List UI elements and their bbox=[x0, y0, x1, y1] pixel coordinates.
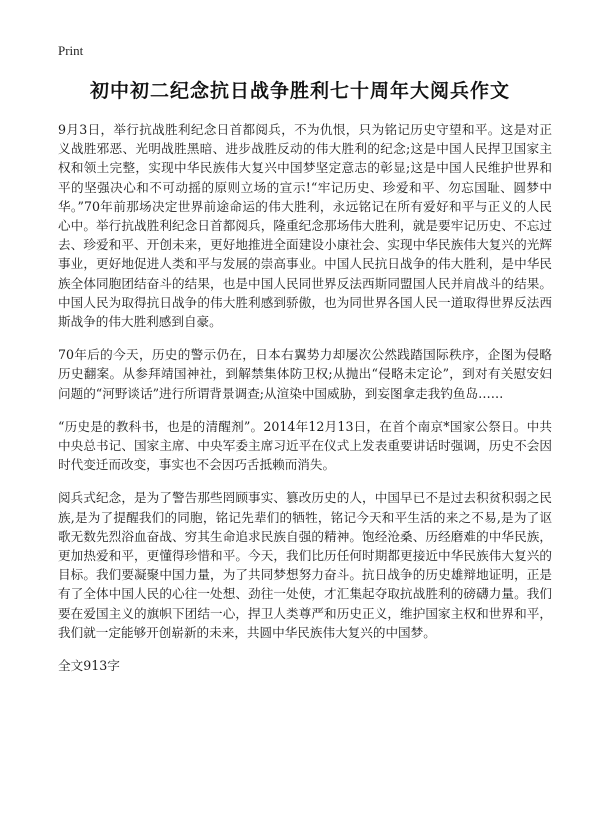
article-body bbox=[58, 120, 552, 675]
paragraph-1: 9月3日，举行抗战胜利纪念日首都阅兵，不为仇恨，只为铭记历史守望和平。这是对正义战胜邪恶、光明战胜黑暗、进步战胜反动的伟大胜利的纪念;这是中国人民捍卫国家主权和领土完整，实现中华民族伟大复兴中国梦坚定意志的彰显;这是中国人民维护世界和平的坚强决心和不可动摇的原则立场的宣示!“牢记历史、珍爱和平、勿忘国耻、圆梦中华。”70年前那场决定世界前途命运的伟大胜利，永远铭记在所有爱好和平与正义的人民心中。举行抗战胜利纪念日首都阅兵，隆重纪念那场伟大胜利，就是要牢记历史、不忘过去、珍爱和平、开创未来，更好地推进全面建设小康社会、实现中华民族伟大复兴的光辉事业，更好地促进人类和平与发展的崇高事业。中国人民抗日战争的伟大胜利，是中华民族全体同胞团结奋斗的结果，也是中国人民同世界反法西斯同盟国人民并肩战斗的结果。中国人民为取得抗日战争的伟大胜利感到骄傲，也为同世界各国人民一道取得世界反法西斯战争的伟大胜利感到自豪。 bbox=[58, 122, 552, 330]
paragraph-4: 阅兵式纪念，是为了警告那些罔顾事实、篡改历史的人，中国早已不是过去积贫积弱之民族,是为了提醒我们的同胞，铭记先辈们的牺牲，铭记今天和平生活的来之不易,是为了讴歌无数先烈浴血奋战、穷其生命追求民族自强的精神。饱经沧桑、历经磨难的中华民族，更加热爱和平，更懂得珍惜和平。今天，我们比历任何时期都更接近中华民族伟大复兴的目标。我们要凝聚中国力量，为了共同梦想努力奋斗。抗日战争的历史雄辩地证明，正是有了全体中国人民的心往一处想、劲往一处使，才汇集起夺取抗战胜利的磅礴力量。我们要在爱国主义的旗帜下团结一心，捍卫人类尊严和历史正义，维护国家主权和世界和平，我们就一定能够开创崭新的未来，共圆中华民族伟大复兴的中国梦。 bbox=[58, 490, 552, 640]
paragraph-3: “历史是的教科书，也是的清醒剂”。2014年12月13日，在首个南京*国家公祭日。中共中央总书记、国家主席、中央军委主席习近平在仪式上发表重要讲话时强调，历史不会因时代变迁而改变，事实也不会因巧舌抵赖而消失。 bbox=[58, 418, 552, 473]
paragraph-2: 70年后的今天，历史的警示仍在，日本右翼势力却屡次公然践踏国际秩序，企图为侵略历史翻案。从参拜靖国神社，到解禁集体防卫权;从抛出“侵略未定论”，到对有关慰安妇问题的“河野谈话”进行所谓背景调查;从渲染中国威胁，到妄图拿走我钓鱼岛…… bbox=[58, 347, 552, 401]
print-link[interactable]: Print bbox=[58, 43, 84, 58]
page-title: 初中初二纪念抗日战争胜利七十周年大阅兵作文 bbox=[89, 80, 510, 102]
word-count: 全文913字 bbox=[58, 658, 120, 674]
